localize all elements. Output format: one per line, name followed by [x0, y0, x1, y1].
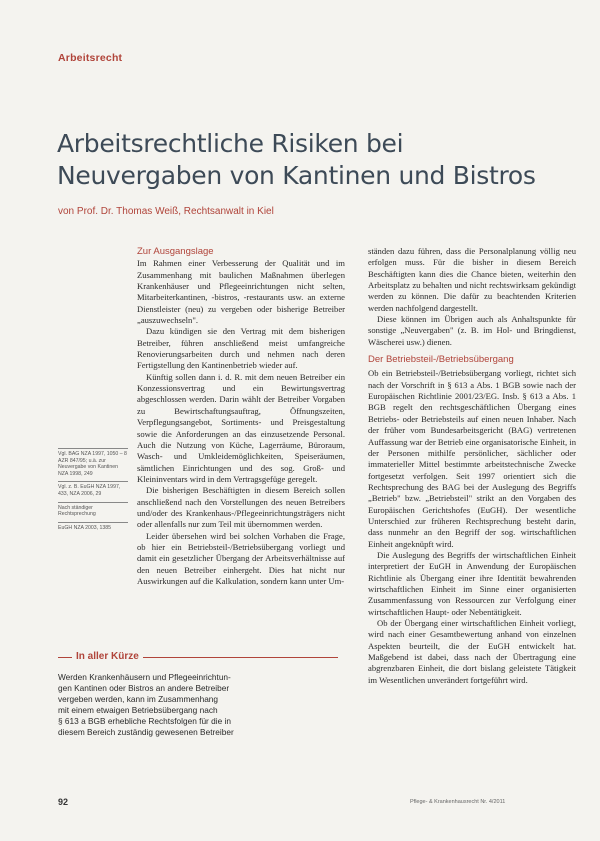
paragraph: Leider übersehen wird bei solchen Vorhaben die Frage, ob hier ein Betriebsteil-/Betriebsübergang vorliegt und damit ein gesetzlicher Übergang der Arbeitsverhältnisse auf den neuen Betreiber einhergeht. Dies hat nicht nur Auswirkungen auf die Kalkulation, sondern kann unter Um-	[137, 530, 345, 586]
footnote: EuGH NZA 2003, 1385	[58, 522, 128, 532]
paragraph: Ob ein Betriebsteil-/Betriebsübergang vorliegt, richtet sich nach der Vorschrift in § 613 a Abs. 1 BGB sowie nach der Europäischen Richtlinie 2001/23/EG. Insb. § 613 a Abs. 1 BGB regelt den rechtsgeschäftlichen Übergang eines Betriebs- oder Betriebsteils auf einen neuen Inhaber. Nach der früher vom Bundesarbeitsgericht (BAG) vertretenen Auffassung war der Betrieb eine organisatorische Einheit, in der Personen mithilfe persönlicher, sächlicher oder immaterieller Mittel bestimmte arbeitstechnische Zwecke fortgesetzt verfolgen. Seit 1997 orientiert sich die Rechtsprechung des BAG bei der Auslegung des Begriffs „Betrieb" bzw. „Betriebsteil" strikt an den Vorgaben des Europäischen Gerichtshofes (EuGH). Der wesentliche Unterschied zur früheren Rechtsprechung besteht darin, dass nunmehr an den Begriff der sog. wirtschaftlichen Einheit angeknüpft wird.	[368, 368, 576, 549]
summary-box-rule	[58, 651, 338, 662]
paragraph: Die Auslegung des Begriffs der wirtschaftlichen Einheit interpretiert der EuGH in Anwendung der Europäischen Richtlinie als Übergang einer ihre Identität bewahrenden wirtschaftlichen Einheit im Sinne einer organisierten Zusammenfassung von Ressourcen zur Verfolgung einer wirtschaftlichen Haupt- oder Nebentätigkeit.	[368, 549, 576, 617]
summary-line: vergeben werden, kann im Zusammenhang	[58, 694, 219, 705]
section-heading: Der Betriebsteil-/Betriebsübergang	[368, 354, 514, 366]
paragraph: Dazu kündigen sie den Vertrag mit dem bisherigen Betreiber, führen anschließend meist umfangreiche Renovierungsarbeiten durch und nehmen nach deren Fertigstellung den Kantinenbetrieb wieder auf.	[137, 326, 345, 371]
footnote: Nach ständiger Rechtsprechung	[58, 502, 128, 518]
paragraph: Die bisherigen Beschäftigten in diesem Bereich sollen anschließend nach den Vorstellungen des neuen Betreibers und/oder des Krankenhaus-/Pflegeeinrichtungsträgers nicht oder allenfalls nur zum Teil mit übernommen werden.	[137, 485, 345, 530]
footnote: Vgl. BAG NZA 1997, 1050 – 8 AZR 847/95; u.ä. zur Neuvergabe von Kantinen NZA 1998, 249	[58, 448, 128, 477]
summary-line: gen Kantinen oder Bistros an andere Betreiber	[58, 683, 230, 694]
title-line-2: Neuvergaben von Kantinen und Bistros	[57, 161, 536, 190]
byline: von Prof. Dr. Thomas Weiß, Rechtsanwalt in Kiel	[58, 206, 274, 217]
section-heading: Zur Ausgangslage	[137, 246, 214, 257]
column-left	[137, 246, 345, 587]
footnote: Vgl. z. B. EuGH NZA 1997, 433, NZA 2006, 29	[58, 481, 128, 497]
summary-line: § 613 a BGB erhebliche Rechtsfolgen für die in	[58, 716, 231, 727]
paragraph: Im Rahmen einer Verbesserung der Qualität und im Zusammenhang mit baulichen Maßnahmen überlegen Krankenhäuser und Pflegeeinrichtungen nicht selten, Mitarbeiterkantinen, -bistros, -restaurants usw. an externe Dienstleister (neu) zu vergeben oder bisherige Betreiber „auszuwechseln".	[137, 258, 345, 326]
article-title	[57, 128, 577, 192]
page-number: 92	[58, 797, 69, 807]
summary-box-title: In aller Kürze	[72, 651, 143, 662]
column-right	[368, 246, 576, 686]
footnotes	[58, 448, 128, 535]
paragraph: Diese können im Übrigen auch als Anhaltspunkte für sonstige „Neuvergaben" (z. B. im Hol- und Bringdienst, Wäscherei usw.) dienen.	[368, 314, 576, 347]
summary-line: mit einem etwaigen Betriebsübergang nach	[58, 705, 218, 716]
title-line-1: Arbeitsrechtliche Risiken bei	[57, 129, 404, 158]
summary-line: Werden Krankenhäusern und Pflegeeinrichtun-	[58, 672, 231, 682]
summary-line: diesem Bereich zuständig gewesenen Betreiber	[58, 727, 234, 738]
summary-box-text	[58, 672, 364, 739]
paragraph: ständen dazu führen, dass die Personalplanung völlig neu erfolgen muss. Für die bisher in diesem Bereich Beschäftigten kann dies die Chance bieten, weiterhin den Arbeitsplatz zu behalten und nicht rechtswirksam gekündigt werden zu können. Die dafür zu beachtenden Kriterien werden nachfolgend dargestellt.	[368, 246, 576, 313]
section-tag: Arbeitsrecht	[58, 52, 123, 64]
paragraph: Ob der Übergang einer wirtschaftlichen Einheit vorliegt, wird nach einer Gesamtbewertung anhand von einzelnen Aspekten beurteilt, die der EuGH entwickelt hat. Maßgebend ist dabei, dass nach der Übertragung eine abgrenzbaren Einheit, die dort bislang geleistete Tätigkeit im Wesentlichen unverändert fortgeführt wird.	[368, 618, 576, 685]
footer-text: Pflege- & Krankenhausrecht Nr. 4/2011	[410, 799, 506, 805]
paragraph: Künftig sollen dann i. d. R. mit dem neuen Betreiber ein Konzessionsvertrag und ein Bewirtungsvertrag abgeschlossen werden. Darin wählt der Betreiber Vorgaben zu Bewirtschaftungsauftrag, Öffnungszeiten, Verpflegungsangebot, Sortiments- und Preisgestaltung sowie die Anforderungen an das einzusetzende Personal. Auch die Nutzung von Küche, Lagerräume, Büroraum, Wasch- und Umkleidemöglichkeiten, Speiseräumen, sämtlichen Einrichtungen und des sog. Groß- und Kleininventars wird in dem Vertragsgefüge geregelt.	[137, 371, 345, 484]
